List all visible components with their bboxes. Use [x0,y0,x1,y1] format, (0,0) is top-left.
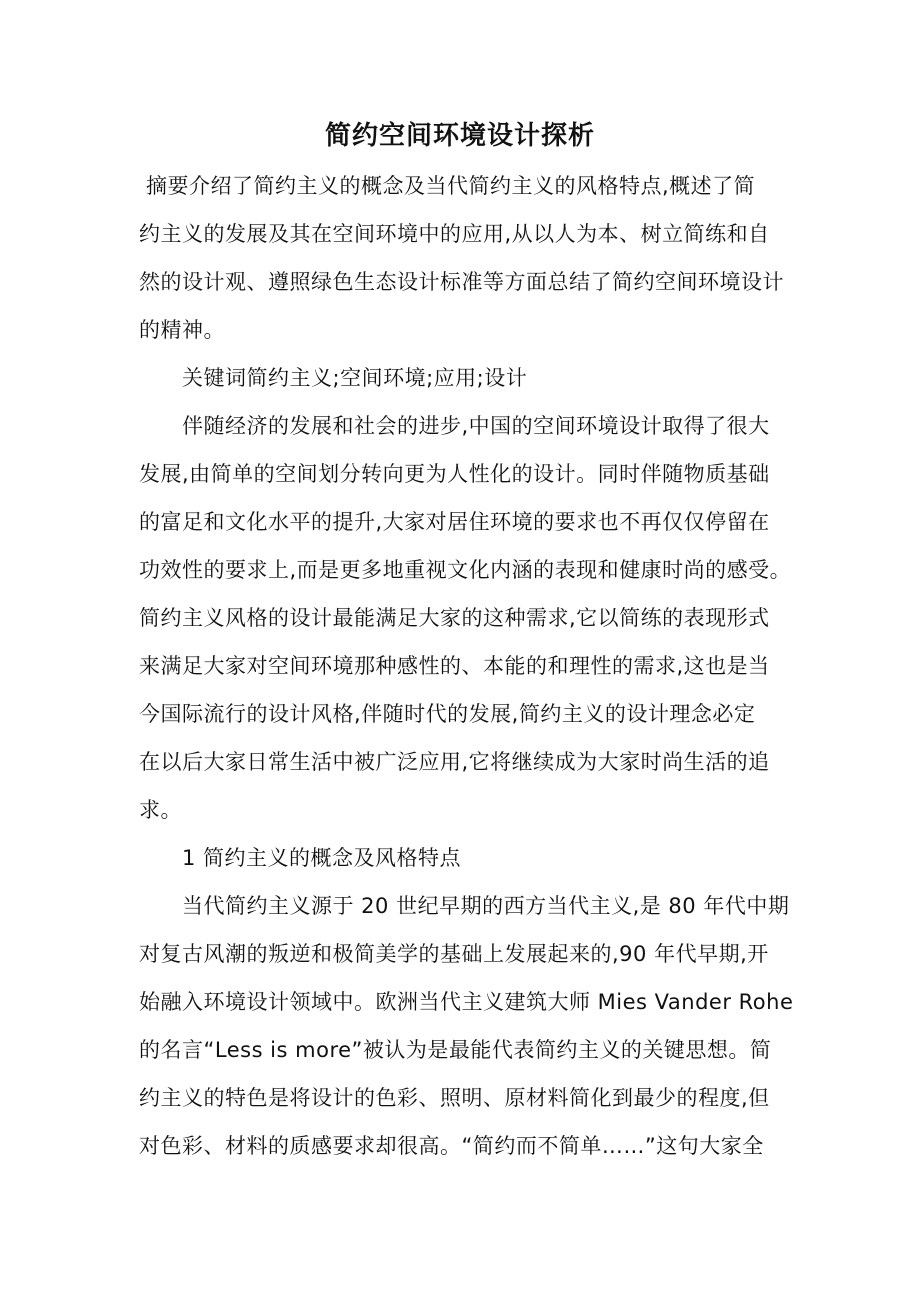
body-line-5: 简约主义风格的设计最能满足大家的这种需求,它以简练的表现形式 [139,606,770,630]
body-line-6: 来满足大家对空间环境那种感性的、本能的和理性的需求,这也是当 [139,654,770,678]
section-line-1: 当代简约主义源于 20 世纪早期的西方当代主义,是 80 年代中期 [182,894,790,918]
abstract-line-1: 摘要介绍了简约主义的概念及当代简约主义的风格特点,概述了简 [146,174,756,198]
abstract-line-4: 的精神。 [139,318,225,342]
section-heading: 1 简约主义的概念及风格特点 [182,846,462,870]
section-line-5: 约主义的特色是将设计的色彩、照明、原材料简化到最少的程度,但 [139,1086,770,1110]
body-line-9: 求。 [139,798,182,822]
body-line-3: 的富足和文化水平的提升,大家对居住环境的要求也不再仅仅停留在 [139,510,770,534]
section-line-6: 对色彩、材料的质感要求却很高。“简约而不简单……”这句大家全 [139,1134,764,1158]
body-line-2: 发展,由简单的空间划分转向更为人性化的设计。同时伴随物质基础 [139,462,770,486]
section-line-4: 的名言“Less is more”被认为是最能代表简约主义的关键思想。简 [139,1038,772,1062]
document-title: 简约空间环境设计探析 [324,121,595,151]
body-line-1: 伴随经济的发展和社会的进步,中国的空间环境设计取得了很大 [182,414,770,438]
abstract-line-3: 然的设计观、遵照绿色生态设计标准等方面总结了简约空间环境设计 [139,270,784,294]
body-line-7: 今国际流行的设计风格,伴随时代的发展,简约主义的设计理念必定 [139,702,756,726]
body-line-4: 功效性的要求上,而是更多地重视文化内涵的表现和健康时尚的感受。 [139,558,792,582]
keywords-line: 关键词简约主义;空间环境;应用;设计 [182,366,528,390]
section-line-2: 对复古风潮的叛逆和极简美学的基础上发展起来的,90 年代早期,开 [139,942,769,966]
body-line-8: 在以后大家日常生活中被广泛应用,它将继续成为大家时尚生活的追 [139,750,770,774]
section-line-3: 始融入环境设计领域中。欧洲当代主义建筑大师 Mies Vander Rohe [139,990,794,1014]
abstract-line-2: 约主义的发展及其在空间环境中的应用,从以人为本、树立简练和自 [139,222,770,246]
